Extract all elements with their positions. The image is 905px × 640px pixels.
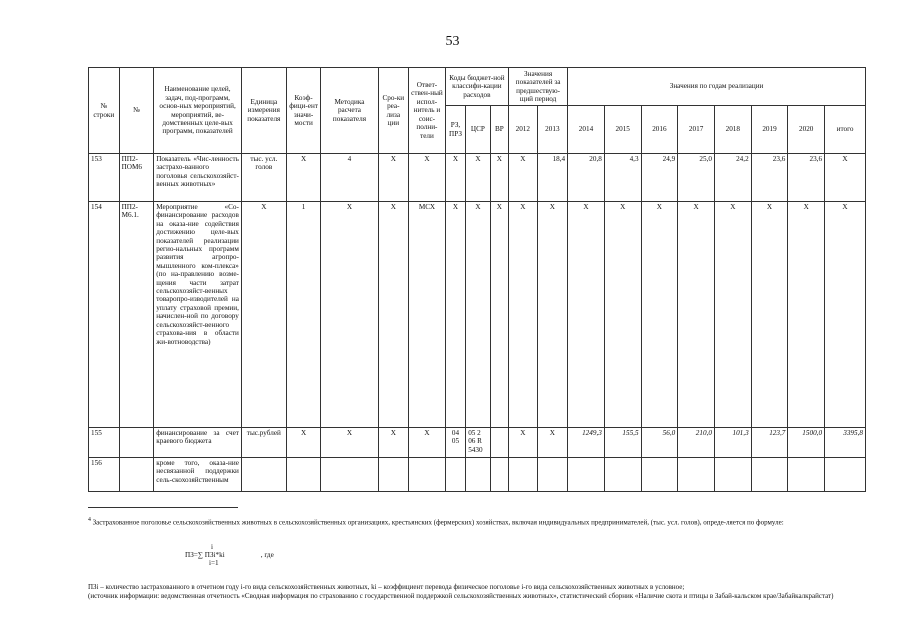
cell-2019: X [751,202,788,428]
cell-2016: 24,9 [641,154,678,202]
cell-terms: X [378,202,409,428]
table-row [89,202,866,428]
cell-csr: X [466,202,490,428]
header-2016: 2016 [641,106,678,154]
cell-2015: X [604,202,641,428]
cell-coefficient: X [286,154,321,202]
header-2012: 2012 [509,106,538,154]
table-row [89,428,866,458]
cell-unit: тыс.рублей [241,428,286,458]
cell-method: X [321,428,378,458]
cell-2013 [537,458,568,492]
cell-row-number: 154 [89,202,120,428]
cell-2017: X [678,202,715,428]
cell-2020 [788,458,825,492]
formula-upper-limit: i [211,543,213,551]
cell-2019 [751,458,788,492]
cell-number [119,458,154,492]
cell-method: 4 [321,154,378,202]
header-number: № [119,68,154,154]
cell-2013: 18,4 [537,154,568,202]
formula-where: , где [260,551,274,560]
header-row-1 [89,68,866,106]
cell-2018: 101,3 [714,428,751,458]
header-2013: 2013 [537,106,568,154]
footnote-separator [88,507,238,508]
cell-2014: 1249,3 [568,428,605,458]
table-row [89,458,866,492]
cell-2012: X [509,154,538,202]
indicators-table [88,67,866,492]
cell-2014: X [568,202,605,428]
cell-total: 3395,8 [825,428,866,458]
cell-vr [490,458,508,492]
cell-number: ПП2-ПОМ6 [119,154,154,202]
cell-2019: 23,6 [751,154,788,202]
header-csr: ЦСР [466,106,490,154]
header-prev-values: Значения показателей за предшествую-щий период [509,68,568,106]
cell-terms: X [378,154,409,202]
cell-2018: 24,2 [714,154,751,202]
header-rz: РЗ, ПРЗ [445,106,465,154]
cell-rz: X [445,154,465,202]
cell-name: финансирование за счет краевого бюджета [154,428,242,458]
cell-2017: 25,0 [678,154,715,202]
cell-method: X [321,202,378,428]
cell-unit: X [241,202,286,428]
header-row-number: № строки [89,68,120,154]
cell-total [825,458,866,492]
cell-rz: 04 05 [445,428,465,458]
notes-source: (источник информации: ведомственная отчетность «Сводная информация по страхованию с государственной поддержкой сельскохозяйственных животных», статистический сборник «Наличие скота и птицы в Забай-кальском крае/Забайкалкрайстат) [88,591,834,600]
cell-2020: X [788,202,825,428]
header-2015: 2015 [604,106,641,154]
header-responsible: Ответ-ствен-ный испол-нитель и соис-полни-тели [409,68,446,154]
table-row [89,154,866,202]
cell-2020: 23,6 [788,154,825,202]
cell-total: X [825,202,866,428]
footnote-mark: 4 [88,517,91,523]
cell-2019: 123,7 [751,428,788,458]
cell-coefficient: 1 [286,202,321,428]
cell-2014: 20,8 [568,154,605,202]
cell-2015 [604,458,641,492]
cell-unit: тыс. усл. голов [241,154,286,202]
cell-row-number: 156 [89,458,120,492]
header-name: Наименование целей, задач, под-программ, основ-ных мероприятий, мероприятий, ве-домственных целе-вых программ, показателей [154,68,242,154]
cell-responsible: X [409,428,446,458]
cell-csr [466,458,490,492]
cell-vr [490,428,508,458]
cell-terms: X [378,428,409,458]
cell-rz [445,458,465,492]
cell-2013: X [537,428,568,458]
cell-row-number: 153 [89,154,120,202]
cell-vr: X [490,202,508,428]
cell-unit [241,458,286,492]
cell-2015: 155,5 [604,428,641,458]
formula-expression: ПЗ=∑ ПЗi*ki [185,551,225,560]
footnote-text: Застрахованное поголовье сельскохозяйственных животных в сельскохозяйственных организациях, крестьянских (фермерских) хозяйствах, включая индивидуальных предпринимателей, (тыс. усл. голов), опреде-ляется по формуле: [92,518,784,527]
cell-2018: X [714,202,751,428]
cell-2015: 4,3 [604,154,641,202]
cell-total: X [825,154,866,202]
cell-responsible: МСХ [409,202,446,428]
cell-row-number: 155 [89,428,120,458]
cell-2020: 1500,0 [788,428,825,458]
cell-2016: X [641,202,678,428]
cell-2014 [568,458,605,492]
header-2014: 2014 [568,106,605,154]
header-2018: 2018 [714,106,751,154]
cell-name: Показатель «Чис-ленность застрахо-ванного поголовья сельскохозяйст-венных животных» [154,154,242,202]
cell-number: ПП2-М6.1. [119,202,154,428]
cell-rz: X [445,202,465,428]
header-2019: 2019 [751,106,788,154]
cell-2016 [641,458,678,492]
cell-2017: 210,0 [678,428,715,458]
cell-2012: X [509,202,538,428]
header-years-values: Значения по годам реализации [568,68,866,106]
header-coefficient: Коэф-фици-ент значи-мости [286,68,321,154]
header-terms: Сро-ки реа-лиза ции [378,68,409,154]
cell-number [119,428,154,458]
formula-lower-limit: i=1 [209,559,219,568]
cell-coefficient [286,458,321,492]
cell-csr: 05 2 06 R 5430 [466,428,490,458]
cell-method [321,458,378,492]
cell-csr: X [466,154,490,202]
header-unit: Единица измерения показателя [241,68,286,154]
cell-vr: X [490,154,508,202]
header-vr: ВР [490,106,508,154]
cell-responsible: X [409,154,446,202]
cell-2016: 56,0 [641,428,678,458]
header-total: итого [825,106,866,154]
header-budget-codes: Коды бюджет-ной классифи-кации расходов [445,68,508,106]
header-2020: 2020 [788,106,825,154]
footnote [88,516,866,527]
cell-2017 [678,458,715,492]
cell-2012: X [509,428,538,458]
cell-name: кроме того, оказа-ние несвязанной поддержки сель-скохозяйственным [154,458,242,492]
header-2017: 2017 [678,106,715,154]
cell-responsible [409,458,446,492]
formula [185,543,274,568]
cell-terms [378,458,409,492]
notes-definition: ПЗi – количество застрахованного в отчетном году i-го вида сельскохозяйственных животных, ki – коэффициент перевода физическое поголовье i-го вида сельскохозяйственных животных в условное; [88,583,685,591]
cell-2013: X [537,202,568,428]
cell-2018 [714,458,751,492]
page-number: 53 [445,34,460,49]
cell-name: Мероприятие «Со-финансирование расходов на оказа-ние содействия достижению целе-вых показателей реализации регио-нальных программ развития агропро-мышленного ком-плекса» (по на-правлению возме-щения части затрат сельскохозяйст-венных товаропро-изводителей на уплату страховой премии, начислен-ной по договору сельскохозяйст-венного страхова-ния в области жи-вотноводства) [154,202,242,428]
header-method: Методика расчета показателя [321,68,378,154]
cell-coefficient: X [286,428,321,458]
formula-notes [88,583,866,600]
cell-2012 [509,458,538,492]
